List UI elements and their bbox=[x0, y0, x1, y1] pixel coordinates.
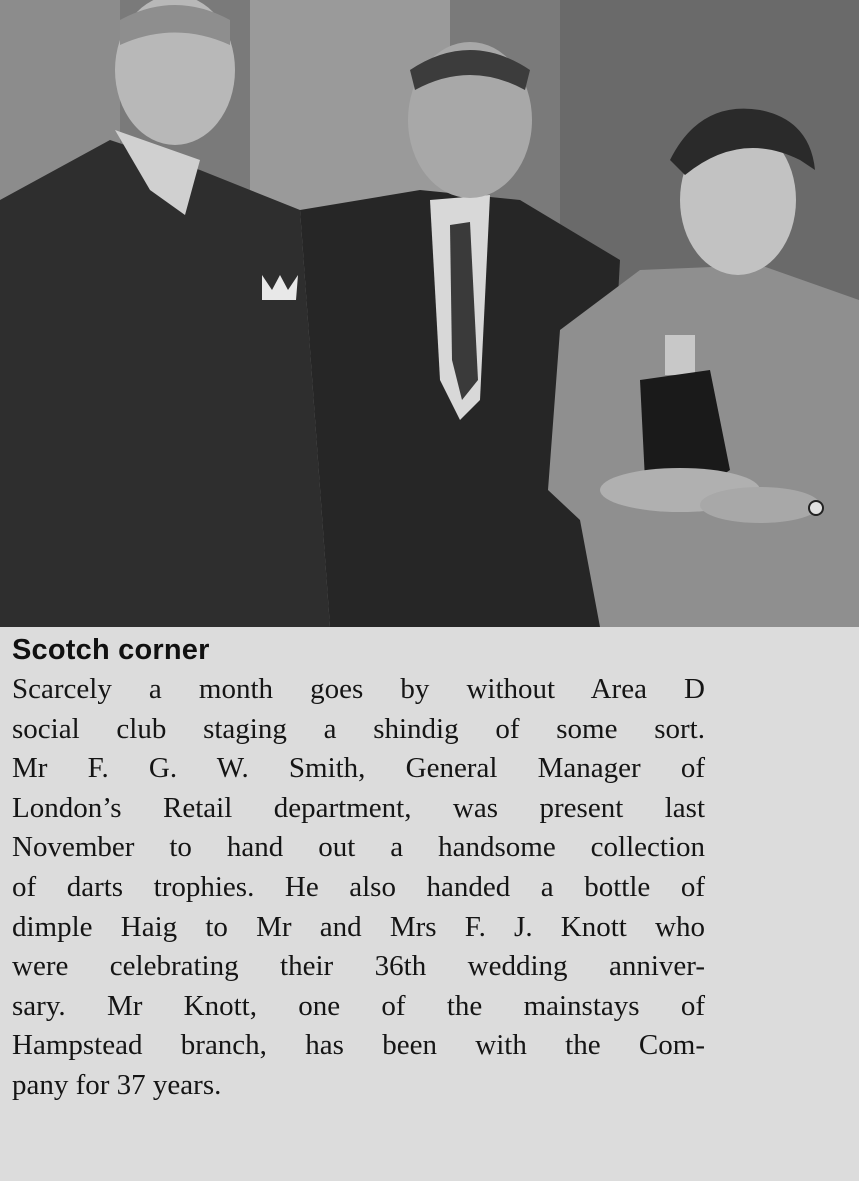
body-line: London’s Retail department, was present last bbox=[12, 791, 705, 824]
article-caption bbox=[12, 630, 712, 1106]
body-line: Mr F. G. W. Smith, General Manager of bbox=[12, 752, 705, 785]
body-line: of darts trophies. He also handed a bottle of bbox=[12, 870, 705, 903]
article-headline: Scotch corner bbox=[12, 634, 210, 666]
body-line: Scarcely a month goes by without Area D bbox=[12, 673, 705, 705]
body-line: November to hand out a handsome collection bbox=[12, 831, 705, 864]
body-line: Hampstead branch, has been with the Com- bbox=[12, 1029, 705, 1062]
body-line: dimple Haig to Mr and Mrs F. J. Knott who bbox=[12, 910, 705, 943]
body-line: sary. Mr Knott, one of the mainstays of bbox=[12, 989, 705, 1022]
body-line: were celebrating their 36th wedding anniver- bbox=[12, 950, 705, 983]
body-line: pany for 37 years. bbox=[12, 1068, 222, 1101]
article-body bbox=[12, 670, 712, 1106]
body-line: social club staging a shindig of some sort. bbox=[12, 712, 705, 745]
